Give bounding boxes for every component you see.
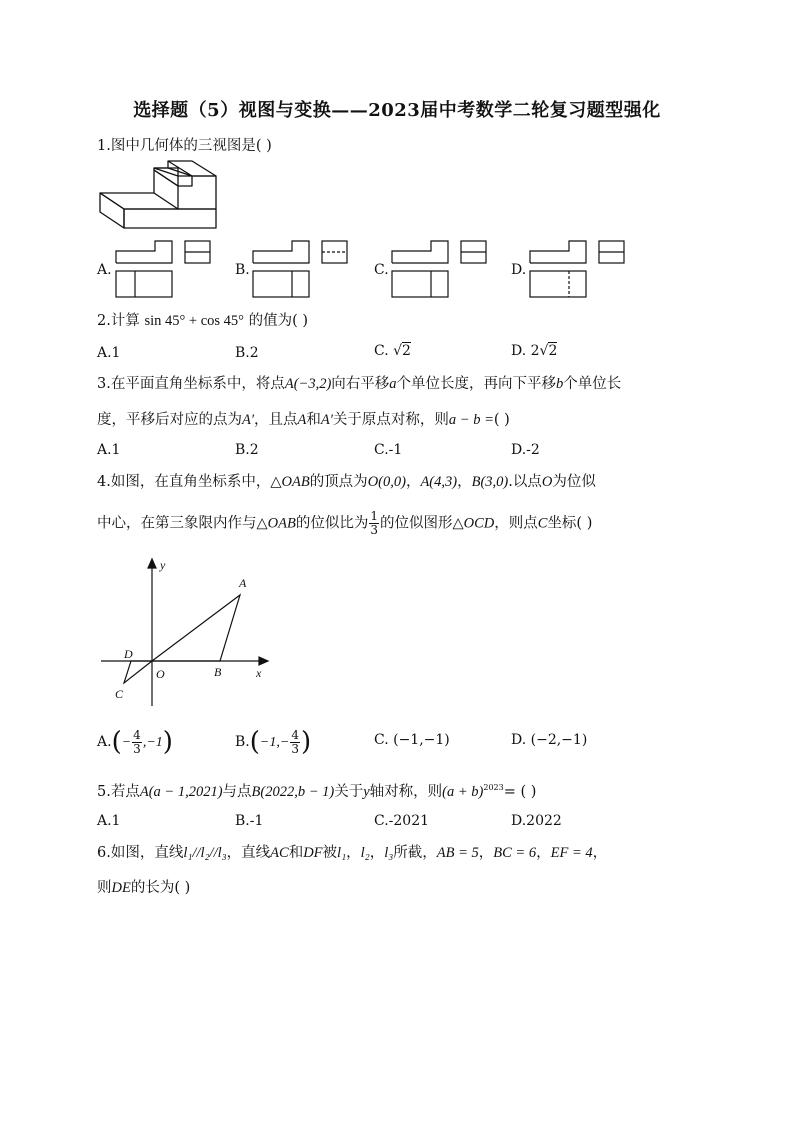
q4-point-o: O(0,0) [367,474,406,490]
q5-point-a: A(a − 1,2021) [139,783,223,800]
q6-text: 6.如图，直线 [97,845,184,861]
q6-line-2 [97,878,190,898]
fraction-denominator: 3 [133,741,141,756]
q4-text: 的顶点为 [309,474,368,490]
q4-option-a [97,727,173,757]
q6-line-l2: l₂ [360,845,370,861]
q5-option-b: B.-1 [235,813,264,829]
q4-text: ，则点 [494,515,538,532]
fraction-numerator: 4 [133,727,141,742]
q6-text: ， [592,845,608,861]
q5-y-axis: y [363,783,370,800]
q2-expression: sin 45° + cos 45° [144,313,244,329]
q6-text: ， [369,845,385,861]
q4-text: 为位似 [552,474,596,490]
q2-stem-pre: 2.计算 [97,313,140,329]
paren: ) [162,727,173,757]
q4-point-c: C [537,515,548,532]
q6-text: ，直线 [226,845,271,861]
q6-text: 和 [288,845,304,861]
q6-text: 被 [322,845,338,861]
q3-text: 3.在平面直角坐标系中，将点 [97,376,285,392]
q3-text: ，且点 [254,412,298,428]
q4-text: .以点 [508,474,542,490]
q5-text: 关于 [334,783,364,800]
radical-sign: √ [393,343,403,359]
q6-line-l1: l₁ [337,845,347,861]
q1-option-b-label: B. [235,262,250,278]
paren: ) [300,727,312,757]
q4-text: 的位似比为 [295,515,369,532]
q4-text: ， [457,474,472,490]
q3-text: 个单位长 [563,376,622,392]
q5-option-a: A.1 [97,813,121,829]
q2-stem-post: 的值为( ) [248,313,309,329]
q3-option-b: B.2 [235,442,259,458]
q5-stem [97,778,536,802]
q2-option-b: B.2 [235,345,259,361]
q3-point-a-prime: A′ [320,412,333,428]
q5-expression: (a + b) [442,783,484,800]
point-o-label: O [156,667,165,681]
q6-line-ac: AC [270,845,289,861]
q3-point-a: A [297,412,307,428]
q2-option-d-radicand: 2 [548,343,558,359]
q6-line-df: DF [303,845,323,861]
q3-text: 个单位长度，再向下平移 [396,376,557,392]
q5-option-d: D.2022 [511,813,562,829]
q4-text: 4.如图，在直角坐标系中， [97,474,271,490]
triangle-ocd [124,661,152,683]
q4-text: ， [405,474,421,490]
fraction-numerator: 1 [370,509,378,523]
fraction [132,729,142,756]
point-c-label: C [115,687,124,701]
q6-text: ， [346,845,361,861]
triangle-oab [152,595,240,661]
q4-text: 坐标( ) [547,515,593,532]
fraction [290,729,300,756]
coordinate-start: −1,− [259,735,290,750]
q6-text: 的长为( ) [130,880,191,896]
point-b-label: B [214,665,222,679]
q6-text: 则 [97,880,112,896]
q2-option-d-label: D. 2 [511,343,540,359]
q2-option-a: A.1 [97,345,121,361]
y-axis-arrow [148,559,156,568]
q4-text: 的位似图形 [379,515,453,532]
q6-segment-de: DE [111,880,131,896]
q3-text: 向右平移 [331,376,390,392]
q3-option-c: C.-1 [374,442,403,458]
page-title: 选择题（5）视图与变换——2023届中考数学二轮复习题型强化 [133,100,661,121]
q4-triangle-ocd: △OCD [452,515,495,532]
q5-exponent: 2023 [483,783,504,792]
q5-text: 轴对称，则 [369,783,443,800]
paren: ( [249,727,260,757]
x-axis-label: x [256,666,262,680]
q2-option-c-label: C. [374,343,389,359]
q5-text: 与点 [222,783,252,800]
q4-option-d: D. (−2,−1) [511,732,588,748]
q5-point-b: B(2022,b − 1) [251,783,335,800]
q4-triangle-oab: △OAB [256,515,296,532]
q3-option-d: D.-2 [511,442,540,458]
q3-text: ( ) [493,412,510,428]
x-axis-arrow [259,657,268,665]
q4-text: 中心，在第三象限内作与 [97,515,257,532]
sign: − [121,735,132,750]
q6-bc-length: BC = 6 [493,845,537,861]
q1-option-d-label: D. [511,262,527,278]
q4-option-c: C. (−1,−1) [374,732,450,748]
option-label: B. [235,734,250,750]
q3-point-a: A(−3,2) [284,376,332,392]
q6-line-l3: l₃ [384,845,394,861]
fraction-denominator: 3 [291,741,299,756]
q6-text: ， [478,845,494,861]
q1-option-a-label: A. [97,262,112,278]
fraction-denominator: 3 [370,523,378,537]
paren: ( [111,727,122,757]
point-d-label: D [124,647,133,661]
q1-stem: 1.图中几何体的三视图是( ) [97,138,272,154]
q4-point-b: B(3,0) [471,474,509,490]
q4-option-b [235,727,311,757]
q6-parallel-lines: l₁//l₂//l₃ [183,845,227,861]
q3-point-a-prime: A′ [242,412,255,428]
q4-point-a: A(4,3) [420,474,458,490]
radical-sign: √ [539,343,549,359]
q6-text: 所截， [393,845,437,861]
q3-text: 度，平移后对应的点为 [97,412,242,428]
q3-var-a: a [389,376,397,392]
option-label: A. [97,734,112,750]
q4-point-o: O [541,474,553,490]
q5-option-c: C.-2021 [374,813,430,829]
q6-line-1 [97,843,607,863]
q4-triangle-oab: △OAB [270,474,310,490]
q6-text: ， [536,845,551,861]
q3-text: 关于原点对称，则 [332,412,449,428]
fraction-numerator: 4 [291,727,299,742]
q2-option-c-radicand: 2 [402,343,411,359]
y-axis-label: y [160,558,166,572]
coordinate-rest: ,−1 [142,735,163,750]
q1-option-c-label: C. [374,262,389,278]
q3-text: 和 [306,412,321,428]
point-a-label: A [239,576,247,590]
q3-expression: a − b = [448,412,494,428]
q5-text: 5.若点 [97,783,140,800]
q5-text: = ( ) [503,783,537,800]
q3-option-a: A.1 [97,442,121,458]
q6-ef-length: EF = 4 [550,845,593,861]
q6-ab-length: AB = 5 [436,845,479,861]
q3-var-b: b [556,376,564,392]
